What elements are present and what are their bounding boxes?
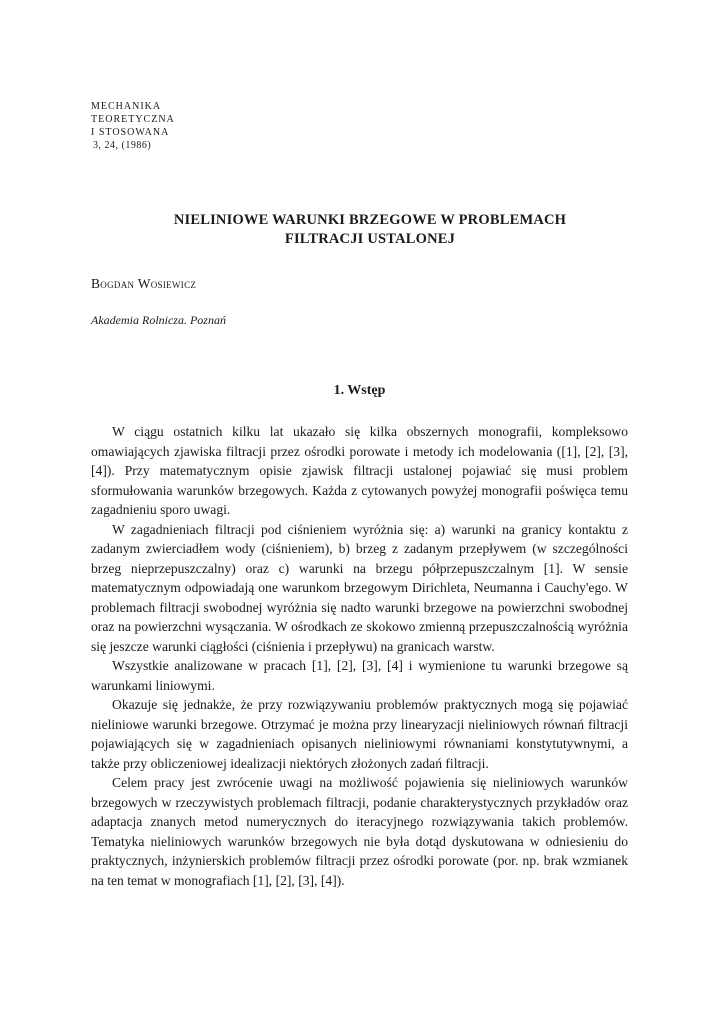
paragraph: W ciągu ostatnich kilku lat ukazało się kilka obszernych monografii, kompleksowo omawiających zjawiska filtracji przez ośrodki porowate i metody ich modelowania ([1], [2], [3], [4]). Przy matematycznym opisie zjawisk filtracji ustalonej pojawiać się musi problem sformułowania warunków brzegowych. Każda z cytowanych powyżej monografii poświęca temu zagadnieniu sporo uwagi. xyxy=(91,424,628,517)
paper-title-line-1: NIELINIOWE WARUNKI BRZEGOWE W PROBLEMACH xyxy=(173,212,567,228)
paragraph: Okazuje się jednakże, że przy rozwiązywaniu problemów praktycznych mogą się pojawiać nieliniowe warunki brzegowe. Otrzymać je można przy linearyzacji nieliniowych równań filtracji pojawiających się w zagadnieniach opisanych nieliniowymi równaniami konstytutywnymi, a także przy obliczeniowej idealizacji niektórych złożonych zadań filtracji. xyxy=(91,697,628,771)
body-text xyxy=(91,422,628,890)
section-heading: 1. Wstęp xyxy=(333,383,386,398)
journal-issue: 3, 24, (1986) xyxy=(93,140,152,151)
paper-title xyxy=(100,211,640,249)
journal-name-line-2: TEORETYCZNA xyxy=(91,114,175,125)
journal-name-line-3: I STOSOWANA xyxy=(91,127,170,138)
paragraph: Celem pracy jest zwrócenie uwagi na możliwość pojawienia się nieliniowych warunków brzegowych w rzeczywistych problemach filtracji, podanie charakterystycznych przykładów oraz adaptacja znanych metod numerycznych do iteracyjnego rozwiązywania takich problemów. Tematyka nieliniowych warunków brzegowych nie była dotąd dyskutowana w odniesieniu do praktycznych, inżynierskich problemów filtracji przez ośrodki porowate (por. np. brak wzmianek na ten temat w monografiach [1], [2], [3], [4]). xyxy=(91,775,628,888)
paper-title-line-2: FILTRACJI USTALONEJ xyxy=(284,231,456,247)
author-name: Bogdan Wosiewicz xyxy=(91,276,197,291)
paragraph: W zagadnieniach filtracji pod ciśnieniem wyróżnia się: a) warunki na granicy kontaktu z zadanym zwierciadłem wody (ciśnieniem), b) brzeg z zadanym przepływem (w szczególności brzeg nieprzepuszczalny) oraz c) warunki na brzegu półprzepuszczalnym [1]. W sensie matematycznym odpowiadają one warunkom brzegowym Dirichleta, Neumanna i Cauchy'ego. W problemach filtracji swobodnej wyróżnia się nadto warunki brzegowe na powierzchni swobodnej oraz na powierzchni wysączania. W ośrodkach ze skokowo zmienną przepuszczalnością wyróżnia się jeszcze warunki ciągłości (ciśnienia i przepływu) na granicach warstw. xyxy=(91,521,628,654)
journal-header xyxy=(91,100,175,152)
paragraph: Wszystkie analizowane w pracach [1], [2], [3], [4] i wymienione tu warunki brzegowe są warunkami liniowymi. xyxy=(91,658,628,693)
author-affiliation: Akademia Rolnicza. Poznań xyxy=(91,313,226,327)
journal-name-line-1: MECHANIKA xyxy=(91,101,162,112)
